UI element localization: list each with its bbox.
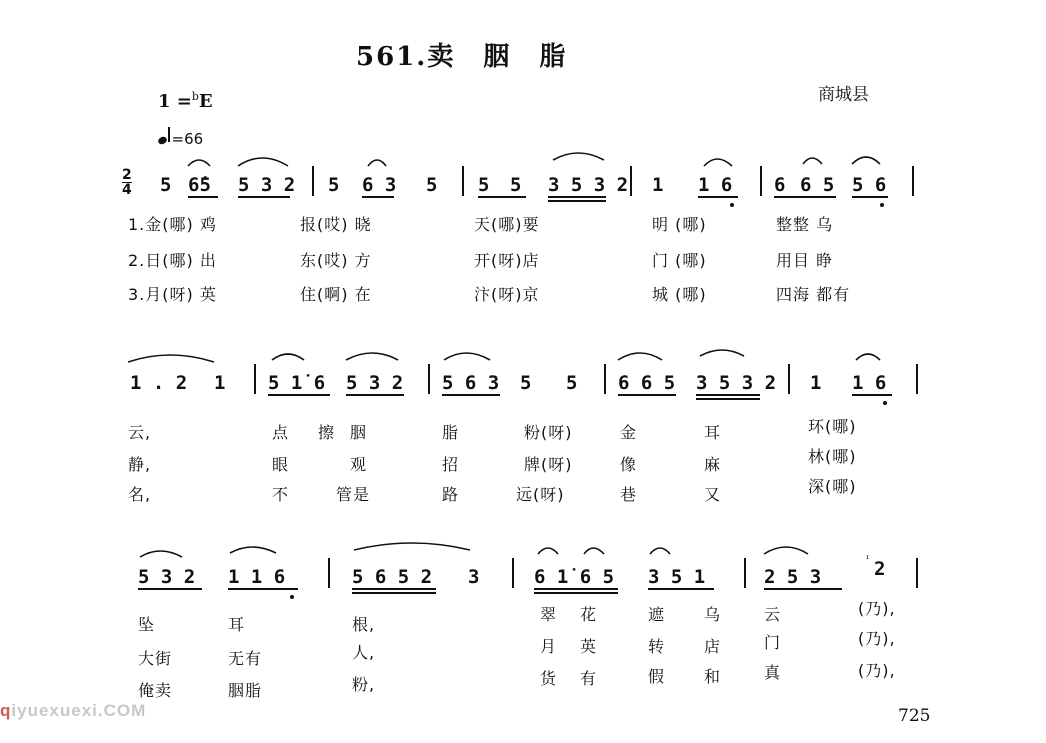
region-label: 商城县	[818, 85, 869, 105]
bar-line	[512, 558, 514, 588]
note-group: 5 3 2	[238, 174, 296, 196]
beam-underline	[138, 588, 202, 590]
bar-line	[744, 558, 746, 588]
lyric: 远(呀)	[516, 485, 565, 504]
note-group: 6 1̇ 6 5	[534, 566, 615, 588]
lyric: 耳	[228, 615, 246, 634]
slur	[444, 353, 490, 360]
slur	[852, 157, 880, 164]
flat-sign: b	[191, 90, 199, 103]
beam-underline	[696, 398, 760, 400]
key-prefix: 1 =	[158, 91, 192, 112]
bar-line	[254, 364, 256, 394]
note-group: 5	[520, 372, 532, 394]
note-group: 1 6	[852, 372, 887, 394]
slur	[368, 160, 386, 166]
lyric: 月	[540, 637, 558, 656]
note-group: 1 . 2	[130, 372, 188, 394]
bar-line	[312, 166, 314, 196]
lyric: 擦	[318, 423, 336, 442]
slur	[188, 160, 210, 166]
slur	[128, 355, 214, 362]
slur	[354, 543, 470, 550]
note-group: 5	[478, 174, 490, 196]
note-group: 5	[328, 174, 340, 196]
slur	[230, 547, 276, 553]
beam-underline	[534, 588, 618, 590]
title-char-3: 脂	[539, 42, 568, 72]
lyric: 用目 睁	[776, 251, 834, 270]
lyric: 云,	[128, 423, 152, 442]
note-group: 5 1̇ 6	[268, 372, 326, 394]
slur	[272, 354, 304, 360]
lyric: 管是	[336, 485, 371, 504]
lyric: 明 (哪)	[652, 215, 707, 234]
lyric: 店	[704, 637, 722, 656]
lyric: 深(哪)	[808, 477, 857, 496]
lyric: 林(哪)	[808, 447, 857, 466]
beam-underline	[478, 196, 526, 198]
lyric: 牌(呀)	[524, 455, 573, 474]
note-group: 1 1 6	[228, 566, 286, 588]
lyric: 胭	[350, 423, 368, 442]
note-group: 2 5 3	[764, 566, 822, 588]
slur	[700, 350, 744, 356]
lyric: 巷	[620, 485, 638, 504]
lyric: 不	[272, 485, 290, 504]
lyric: 粉,	[352, 675, 376, 694]
beam-underline	[548, 200, 606, 202]
lyric: 胭脂	[228, 681, 263, 700]
slur	[584, 548, 604, 554]
time-sig-bottom: 4	[122, 182, 132, 198]
note-group: 3	[468, 566, 480, 588]
beam-underline	[362, 196, 394, 198]
bar-line	[630, 166, 632, 196]
lyric: 1.金(哪) 鸡	[128, 215, 217, 234]
beam-underline	[852, 196, 888, 198]
lyric: 有	[580, 669, 598, 688]
lyric: 环(哪)	[808, 417, 857, 436]
title-number: 561.	[356, 42, 428, 72]
note-group: 5	[510, 174, 522, 196]
lyric: 3.月(呀) 英	[128, 285, 217, 304]
lyric: 货	[540, 669, 558, 688]
lyric: 真	[764, 663, 782, 682]
note-group: 5 3 2	[346, 372, 404, 394]
lyric: 像	[620, 455, 638, 474]
lyric: 坠	[138, 615, 156, 634]
watermark-text: iyuexuexi.COM	[11, 701, 147, 720]
note-group: 5 6 3	[442, 372, 500, 394]
bar-line	[328, 558, 330, 588]
beam-underline	[696, 394, 760, 396]
beam-underline	[352, 588, 436, 590]
beam-underline	[346, 394, 404, 396]
note-group: 6 5	[800, 174, 835, 196]
lyric: 人,	[352, 643, 376, 662]
lyric: 粉(呀)	[524, 423, 573, 442]
bar-line	[916, 364, 918, 394]
time-sig-top: 2	[122, 167, 132, 183]
tempo-value: =66	[171, 130, 204, 148]
slur	[346, 353, 398, 360]
key-tone: E	[198, 91, 213, 112]
beam-underline	[648, 588, 714, 590]
note-group: 5 3 2	[138, 566, 196, 588]
lyric: (乃),	[858, 661, 896, 680]
slur	[238, 158, 288, 166]
lyric: (乃),	[858, 599, 896, 618]
beam-underline	[238, 196, 290, 198]
lyric: 乌	[704, 605, 722, 624]
lyric: 天(哪)要	[474, 215, 540, 234]
slur	[704, 159, 732, 166]
low-octave-dot	[730, 203, 734, 207]
page-number: 725	[898, 706, 931, 726]
lyric: 名,	[128, 485, 152, 504]
title-char-1: 卖	[427, 42, 456, 72]
note-group: 1	[214, 372, 226, 394]
lyric: 翠	[540, 605, 558, 624]
beam-underline	[442, 394, 500, 396]
lyric: 根,	[352, 615, 376, 634]
lyric: 观	[350, 455, 368, 474]
lyric: 花	[580, 605, 598, 624]
bar-line	[916, 558, 918, 588]
low-octave-dot	[290, 595, 294, 599]
note-group: 5 6	[852, 174, 887, 196]
lyric: 招	[442, 455, 460, 474]
lyric: 东(哎) 方	[300, 251, 372, 270]
bar-line	[462, 166, 464, 196]
low-octave-dot	[883, 401, 887, 405]
lyric: 麻	[704, 455, 722, 474]
beam-underline	[548, 196, 606, 198]
lyric: 住(啊) 在	[300, 285, 372, 304]
lyric: 脂	[442, 423, 460, 442]
note-group: 1	[652, 174, 664, 196]
lyric: 云	[764, 605, 782, 624]
title-char-2: 胭	[483, 42, 512, 72]
beam-underline	[188, 196, 218, 198]
note-group: 5	[426, 174, 438, 196]
lyric: 又	[704, 485, 722, 504]
lyric: 无有	[228, 649, 263, 668]
beam-underline	[698, 196, 738, 198]
lyric: 门 (哪)	[652, 251, 707, 270]
beam-underline	[268, 394, 330, 396]
breath-mark-icon: ᶦ	[866, 552, 870, 566]
lyric: 开(呀)店	[474, 251, 540, 270]
beam-underline	[852, 394, 892, 396]
lyric: 假	[648, 667, 666, 686]
note-group: 5	[160, 174, 172, 196]
note-group: 5	[566, 372, 578, 394]
note-group: 6	[774, 174, 786, 196]
beam-underline	[618, 394, 676, 396]
note-group: 1	[810, 372, 822, 394]
lyric: 汴(呀)京	[474, 285, 540, 304]
slur	[553, 153, 604, 160]
note-group: 3 5 3 2	[548, 174, 629, 196]
watermark-lead: q	[0, 701, 12, 720]
slur	[618, 353, 662, 360]
lyric: 四海 都有	[776, 285, 851, 304]
lyric: 城 (哪)	[652, 285, 707, 304]
beam-underline	[352, 592, 436, 594]
note-group: 6 6 5	[618, 372, 676, 394]
low-octave-dot	[880, 203, 884, 207]
lyric: 耳	[704, 423, 722, 442]
lyric: 遮	[648, 605, 666, 624]
slur	[140, 551, 182, 557]
lyric: (乃),	[858, 629, 896, 648]
bar-line	[428, 364, 430, 394]
beam-underline	[764, 588, 842, 590]
lyric: 和	[704, 667, 722, 686]
lyric: 眼	[272, 455, 290, 474]
lyric: 大街	[138, 649, 173, 668]
beam-underline	[534, 592, 618, 594]
slur	[803, 158, 822, 164]
note-group: 6̇5	[188, 174, 211, 196]
lyric: 俺卖	[138, 681, 173, 700]
slur	[650, 548, 670, 554]
lyric: 门	[764, 633, 782, 652]
slur	[764, 547, 808, 554]
note-group: 3 5 3 2	[696, 372, 777, 394]
lyric: 转	[648, 637, 666, 656]
lyric: 报(哎) 晓	[300, 215, 372, 234]
lyric: 静,	[128, 455, 152, 474]
slur	[538, 548, 558, 554]
note-group: 6 3	[362, 174, 397, 196]
lyric: 英	[580, 637, 598, 656]
lyric: 点	[272, 423, 290, 442]
bar-line	[788, 364, 790, 394]
bar-line	[912, 166, 914, 196]
note-group: 3 5 1	[648, 566, 706, 588]
lyric: 2.日(哪) 出	[128, 251, 217, 270]
beam-underline	[774, 196, 836, 198]
note-group: 1 6	[698, 174, 733, 196]
slur	[856, 354, 880, 360]
lyric: 整整 乌	[776, 215, 834, 234]
beam-underline	[228, 588, 298, 590]
bar-line	[760, 166, 762, 196]
note-group: 5 6 5 2	[352, 566, 433, 588]
watermark	[0, 701, 146, 721]
bar-line	[604, 364, 606, 394]
lyric: 金	[620, 423, 638, 442]
lyric: 路	[442, 485, 460, 504]
note-group: 2	[874, 558, 886, 580]
